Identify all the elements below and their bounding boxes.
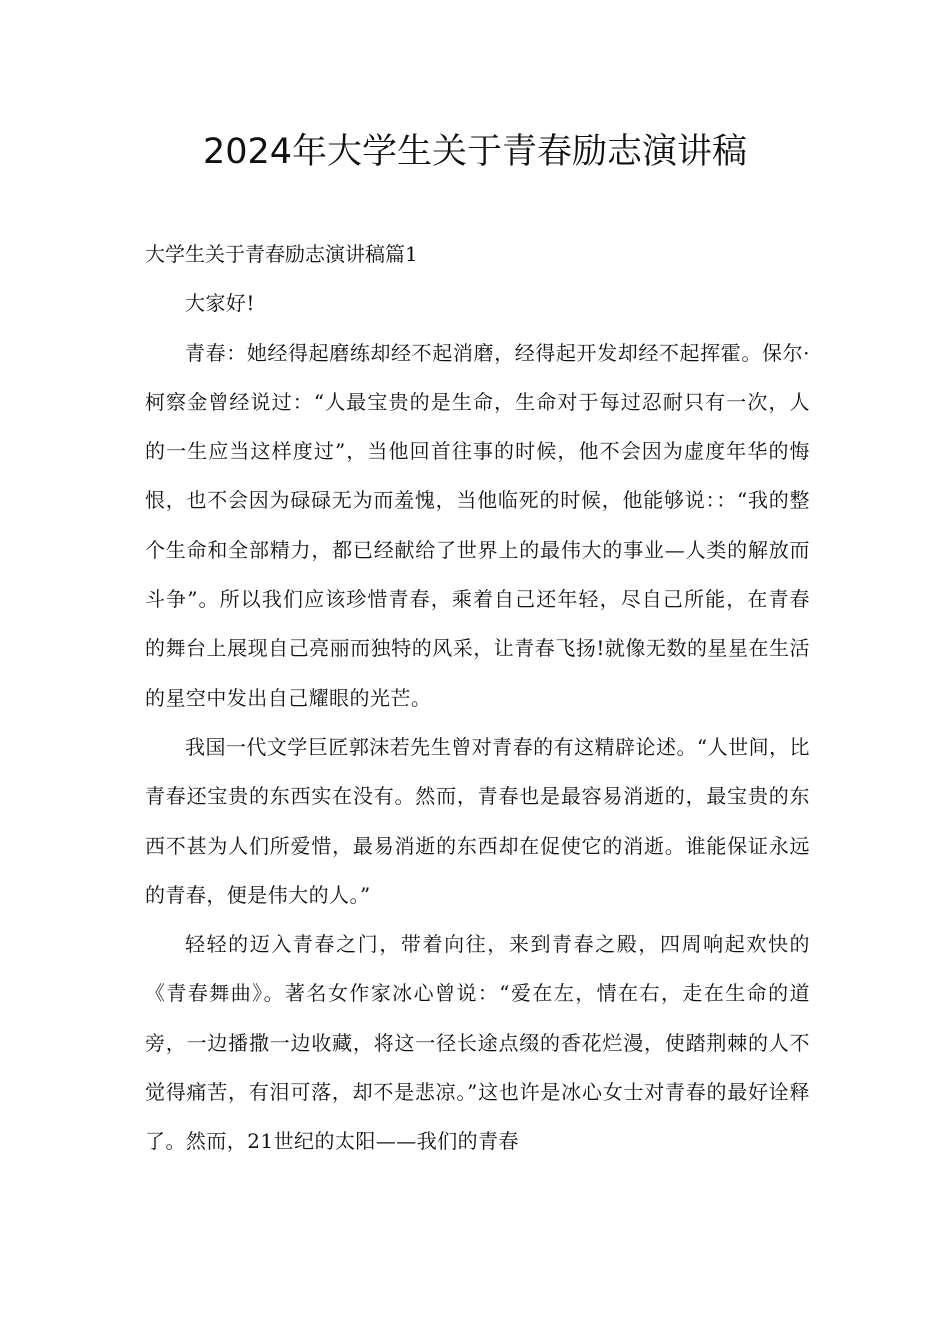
paragraph: 我国一代文学巨匠郭沫若先生曾对青春的有这精辟论述。“人世间，比青春还宝贵的东西实在没有。然而，青春也是最容易消逝的，最宝贵的东西不甚为人们所爱惜，最易消逝的东西却在促使它的消逝。谁能保证永远的青春，便是伟大的人。”	[145, 734, 810, 907]
document-title: 2024年大学生关于青春励志演讲稿	[202, 132, 748, 172]
paragraph: 轻轻的迈入青春之门，带着向往，来到青春之殿，四周响起欢快的《青春舞曲》。著名女作家冰心曾说：“爱在左，情在右，走在生命的道旁，一边播撒一边收藏，将这一径长途点缀的香花烂漫，使踏荆棘的人不觉得痛苦，有泪可落，却不是悲凉。”这也许是冰心女士对青春的最好诠释了。然而，21世纪的太阳——我们的青春	[145, 932, 810, 1154]
paragraph: 青春：她经得起磨练却经不起消磨，经得起开发却经不起挥霍。保尔·柯察金曾经说过：“人最宝贵的是生命，生命对于每过忍耐只有一次，人的一生应当这样度过”，当他回首往事的时候，他不会因为虚度年华的悔恨，也不会因为碌碌无为而羞愧，当他临死的时候，他能够说：：“我的整个生命和全部精力，都已经献给了世界上的最伟大的事业—人类的解放而斗争”。所以我们应该珍惜青春，乘着自己还年轻，尽自己所能，在青春的舞台上展现自己亮丽而独特的风采，让青春飞扬!就像无数的星星在生活的星空中发出自己耀眼的光芒。	[145, 340, 810, 710]
paragraph-greeting: 大家好!	[185, 291, 255, 316]
section-heading: 大学生关于青春励志演讲稿篇1	[145, 242, 418, 266]
document-body	[145, 230, 810, 1167]
